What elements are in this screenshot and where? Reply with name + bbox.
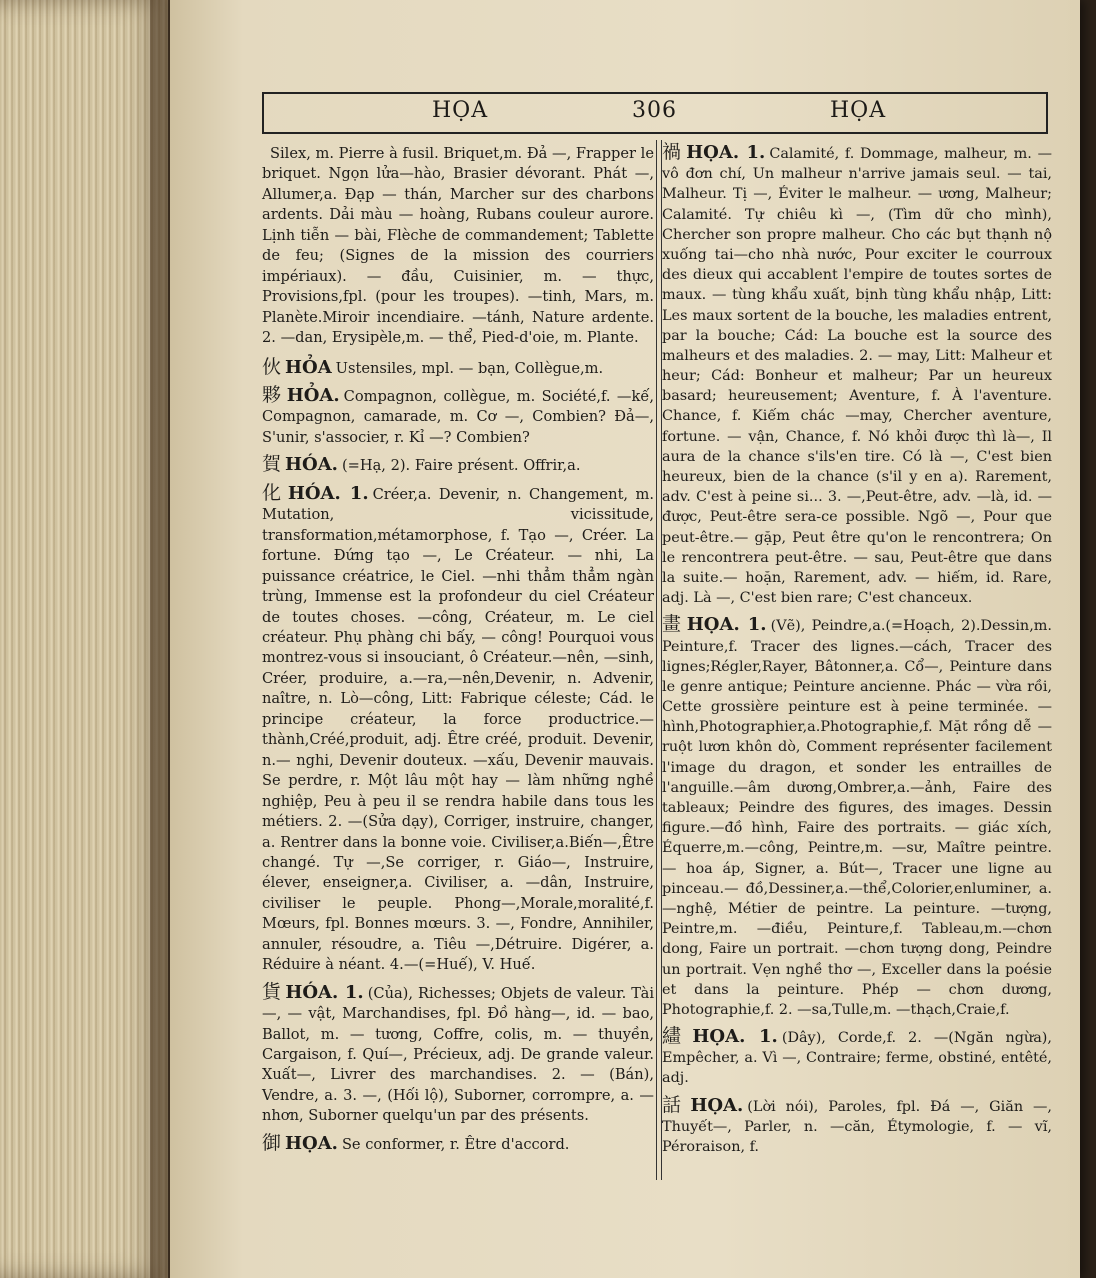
entry-definition: (Dây), Corde,f. 2. —(Ngăn ngừa), Empêcher, a. Vì —, Contraire; ferme, obstiné, entêté, adj. [662, 1030, 1052, 1087]
han-character: 御 [262, 1131, 282, 1154]
left-column [262, 142, 654, 1161]
dictionary-entry [262, 454, 654, 476]
entry-headword: HÓA. [285, 454, 338, 476]
entry-definition: Compagnon, collègue, m. Société,f. —kế, Compagnon, camarade, m. Cơ —, Combien? Đả—, S'unir, s'associer, r. Kỉ —? Combien? [262, 387, 654, 446]
entry-definition: Ustensiles, mpl. — bạn, Collègue,m. [335, 359, 604, 377]
han-character: 話 [662, 1093, 687, 1116]
header-right-word: HỌA [830, 98, 887, 123]
entry-headword: HỌA. 1. [686, 614, 767, 636]
han-character: 化 [262, 481, 284, 504]
dictionary-entry [662, 614, 1052, 1020]
han-character: 繣 [662, 1025, 689, 1048]
book-cover-edge [1080, 0, 1096, 1278]
header-left-word: HỌA [432, 98, 489, 123]
entry-definition: (Lời nói), Paroles, fpl. Đá —, Giăn —, Thuyết—, Parler, n. —căn, Étymologie, f. — vĩ, Péroraison, f. [662, 1098, 1052, 1155]
right-column [662, 142, 1052, 1163]
dictionary-entry [262, 357, 654, 379]
dictionary-entry [662, 142, 1052, 608]
entry-headword: HỎA [285, 356, 332, 378]
page-edges [0, 0, 168, 1278]
running-header [262, 92, 1048, 134]
entry-headword: HỌA. 1. [692, 1026, 778, 1048]
dictionary-entry [662, 1026, 1052, 1089]
entry-definition: Calamité, f. Dommage, malheur, m. — vô đơn chí, Un malheur n'arrive jamais seul. — tai, Malheur. Tị —, Éviter le malheur. — ương, Malheur; Calamité. Tự chiêu kì —, (Tìm dữ cho mình), Chercher son propre malheur. Cho các bụt thạnh nộ xuống tai—cho nhà nước, Pour exciter le courroux des dieux qui accablent l'empire de toutes sortes de maux. — tùng khẩu xuất, bịnh tùng khẩu nhập, Litt: Les maux sortent de la bouche, les maladies entrent, par la bouche; Cád: La bouche est la source des malheurs et des maladies. 2. — may, Litt: Malheur et heur; Cád: Bonheur et malheur; Par un heureux basard; heureusement; Aventure, f. À l'aventure. Chance, f. Kiếm chác —may, Chercher aventure, fortune. — vận, Chance, f. Nó khỏi được thì là—, Il aura de la chance s'ils'en tire. Có là —, C'est bien heureux, bien de la chance (s'il y en a). Rarement, adv. C'est à peine si... 3. —,Peut-être, adv. —là, id. — được, Peut-être sera-ce possible. Ngõ —, Pour que peut-être.— gặp, Peut être qu'on le rencontrera; On le rencontrera peut-être. — sau, Peut-être que dans la suite.— hoặn, Rarement, adv. — hiếm, id. Rare, adj. Là —, C'est bien rare; C'est chanceux. [662, 146, 1052, 607]
han-character: 伙 [262, 355, 282, 378]
entry-definition: (Vẽ), Peindre,a.(=Hoạch, 2).Dessin,m. Peinture,f. Tracer des lignes.—cách, Tracer des lignes;Régler,Rayer, Bâtonner,a. Cổ—, Peinture dans le genre antique; Peinture ancienne. Phác — vừa rồi, Cette grossière peinture est à peine terminée. —hình,Photographier,a.Photographie,f. Mặt rồng dễ —ruột lươn khôn dò, Comment représenter facilement l'image du dragon, et sonder les entrailles de l'anguille.—âm dương,Ombrer,a.—ảnh, Faire des tableaux; Peindre des figures, des images. Dessin figure.—đồ hình, Faire des portraits. — giác xích, Équerre,m.—công, Peintre,m. —sư, Maître peintre. — hoa áp, Signer, a. Bút—, Tracer une ligne au pinceau.— đồ,Dessiner,a.—thể,Colorier,enluminer, a. —nghệ, Métier de peintre. La peinture. —tượng, Peintre,m. —điều, Peinture,f. Tableau,m.—chơn dong, Faire un portrait. —chơn tượng dong, Peindre un portrait. Vẹn nghề thơ —, Exceller dans la poésie et dans la peinture. Phép — chơn dương, Photographie,f. 2. —sa,Tulle,m. —thạch,Craie,f. [662, 618, 1052, 1018]
entry-headword: HÓA. 1. [287, 482, 369, 504]
han-character: 賀 [262, 453, 282, 476]
entry-headword: HỎA. [286, 384, 340, 406]
dictionary-entry [262, 1133, 654, 1155]
han-character: 畫 [662, 613, 683, 636]
dictionary-entry [262, 483, 654, 976]
dictionary-entry [662, 1095, 1052, 1158]
dictionary-entry [262, 142, 654, 349]
entry-definition: (Của), Richesses; Objets de valeur. Tài—, — vật, Marchandises, fpl. Đồ hàng—, id. — bao, Ballot, m. — tương, Coffre, colis, m. — thuyền, Cargaison, f. Quí—, Précieux, adj. De grande valeur. Xuất—, Livrer des marchandises. 2. — (Bán), Vendre, a. 3. —, (Hối lộ), Suborner, corrompre, a. — nhơn, Suborner quelqu'un par des présents. [262, 984, 654, 1125]
page-number: 306 [632, 98, 677, 123]
entry-definition: (=Hạ, 2). Faire présent. Offrir,a. [341, 457, 581, 475]
han-character: 貨 [262, 980, 282, 1003]
han-character: 夥 [262, 383, 283, 406]
entry-headword: HỌA. [690, 1094, 744, 1116]
entry-definition: Se conformer, r. Être d'accord. [341, 1135, 570, 1153]
entry-headword: HỌA. 1. [686, 142, 766, 163]
entry-headword: HỌA. [285, 1132, 338, 1154]
han-character: 禍 [662, 141, 683, 163]
dictionary-entry [262, 982, 654, 1127]
entry-definition: Silex, m. Pierre à fusil. Briquet,m. Đả —, Frapper le briquet. Ngọn lửa—hào, Brasier dévorant. Phát —, Allumer,a. Đạp — thán, Marcher sur des charbons ardents. Dải màu — hoàng, Rubans couleur aurore. Lịnh tiễn — bài, Flèche de commandement; Tablette de feu; (Signes de la mission des courriers impériaux). — đầu, Cuisinier, m. — thực, Provisions,fpl. (pour les troupes). —tinh, Mars, m. Planète.Miroir incendiaire. —tánh, Nature ardente. 2. —dan, Erysipèle,m. — thể, Pied-d'oie, m. Plante. [262, 145, 654, 347]
entry-headword: HÓA. 1. [285, 981, 364, 1003]
dictionary-entry [262, 385, 654, 448]
entry-definition: Créer,a. Devenir, n. Changement, m. Mutation, vicissitude, transformation,métamorphose, f. Tạo —, Créer. La fortune. Đứng tạo —, Le Créateur. — nhi, La puissance créatrice, le Ciel. —nhi thẳm thẳm ngàn trùng, Immense est la profondeur du ciel Créateur de toutes choses. —công, Créateur, m. Le ciel créateur. Phụ phàng chi bấy, — công! Pourquoi vous montrez-vous si insouciant, ô Créateur.—nên, —sinh, Créer, produire, a.—ra,—nên,Devenir, n. Advenir, naître, n. Lò—công, Litt: Fabrique céleste; Cád. le principe créateur, la force productrice.—thành,Créé,produit, adj. Être créé, produit. Devenir, n.— nghi, Devenir douteux. —xấu, Devenir mauvais. Se perdre, r. Một lâu một hay — làm những nghề nghiệp, Peu à peu il se rendra habile dans tous les métiers. 2. —(Sửa dạy), Corriger, instruire, changer, a. Rentrer dans la bonne voie. Civiliser,a.Biến—,Être changé. Tự —,Se corriger, r. Giáo—, Instruire, élever, enseigner,a. Civiliser, a. —dân, Instruire, civiliser le peuple. Phong—,Morale,moralité,f. Mœurs, fpl. Bonnes mœurs. 3. —, Fondre, Annihiler, annuler, résoudre, a. Tiêu —,Détruire. Digérer, a. Réduire à néant. 4.—(=Huế), V. Huế. [262, 485, 654, 974]
